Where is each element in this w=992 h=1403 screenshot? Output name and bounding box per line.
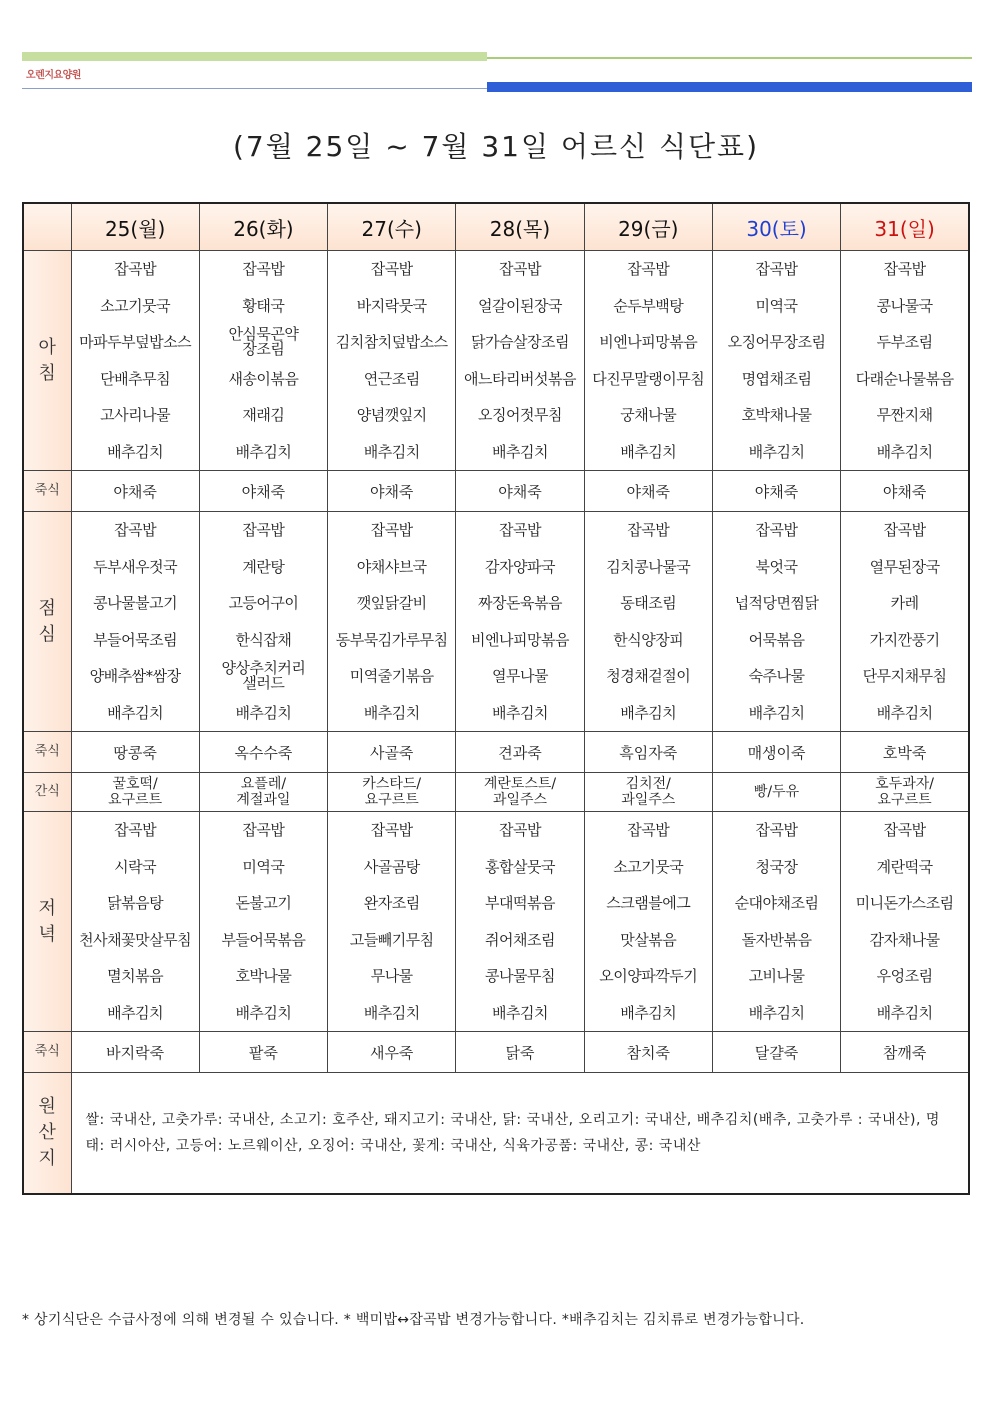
lunch-item: 양상추치커리 샐러드 <box>221 659 306 693</box>
dinner-item: 배추김치 <box>620 1003 677 1022</box>
dinner-item: 잡곡밥 <box>755 821 798 839</box>
lunch-porridge-cell-day6: 매생이죽 <box>712 732 840 773</box>
snack-cell-day1: 꿀호떡/ 요구르트 <box>71 773 199 812</box>
breakfast-item: 배추김치 <box>363 442 420 461</box>
dinner-item: 부들어묵볶음 <box>221 930 306 949</box>
breakfast-item: 잡곡밥 <box>498 260 541 278</box>
lunch-row <box>23 512 969 732</box>
dinner-item: 배추김치 <box>235 1003 292 1022</box>
breakfast-item: 잡곡밥 <box>370 260 413 278</box>
lunch-item: 잡곡밥 <box>883 521 926 539</box>
dinner-item: 스크램블에그 <box>606 894 691 912</box>
dinner-item: 잡곡밥 <box>627 821 670 839</box>
corner-cell <box>23 203 71 251</box>
breakfast-item: 배추김치 <box>235 442 292 461</box>
breakfast-porridge-cell-day2: 야채죽 <box>199 471 327 512</box>
lunch-item: 가지깐풍기 <box>869 630 940 649</box>
breakfast-item: 다래순나물볶음 <box>855 369 954 388</box>
lunch-item: 열무나물 <box>492 667 548 685</box>
breakfast-item: 비엔나피망볶음 <box>599 333 698 351</box>
breakfast-item: 다진무말랭이무침 <box>592 369 705 388</box>
lunch-item: 짜장돈육볶음 <box>478 594 562 612</box>
day-header-7: 31(일) <box>841 203 969 251</box>
lunch-cell-day6 <box>712 512 840 732</box>
dinner-porridge-label: 죽식 <box>23 1032 71 1073</box>
breakfast-item: 바지락뭇국 <box>356 296 427 315</box>
breakfast-item: 배추김치 <box>876 442 933 461</box>
lunch-item: 넙적당면찜닭 <box>734 594 819 612</box>
header-green-line <box>487 57 972 59</box>
breakfast-item: 콩나물국 <box>876 296 933 315</box>
lunch-item: 한식양장피 <box>613 630 684 649</box>
breakfast-cell-day2 <box>199 251 327 471</box>
lunch-porridge-label: 죽식 <box>23 732 71 773</box>
lunch-cell-day1 <box>71 512 199 732</box>
lunch-porridge-row <box>23 732 969 773</box>
lunch-item: 미역줄기볶음 <box>349 667 434 685</box>
snack-cell-day7: 호두과자/ 요구르트 <box>841 773 969 812</box>
breakfast-cell-day3 <box>328 251 456 471</box>
breakfast-porridge-cell-day6: 야채죽 <box>712 471 840 512</box>
breakfast-item: 고사리나물 <box>100 406 171 424</box>
origin-text: 쌀: 국내산, 고춧가루: 국내산, 소고기: 호주산, 돼지고기: 국내산, 닭: 국내산, 오리고기: 국내산, 배추김치(배추, 고춧가루 : 국내산), 명태: 러시아산, 고등어: 노르웨이산, 오징어: 국내산, 꽃게: 국내산, 식육가공품: 국내산, 콩: 국내산 <box>71 1073 969 1195</box>
breakfast-item: 명엽채조림 <box>741 369 812 388</box>
breakfast-porridge-cell-day7: 야채죽 <box>841 471 969 512</box>
lunch-item: 잡곡밥 <box>370 521 413 539</box>
dinner-item: 사골곰탕 <box>363 857 420 876</box>
breakfast-porridge-cell-day1: 야채죽 <box>71 471 199 512</box>
lunch-item: 카레 <box>890 594 919 612</box>
dinner-cell-day6 <box>712 812 840 1032</box>
breakfast-porridge-cell-day3: 야채죽 <box>328 471 456 512</box>
footnote: * 상기식단은 수급사정에 의해 변경될 수 있습니다. * 백미밥↔잡곡밥 변경가능합니다. *배추김치는 김치류로 변경가능합니다. <box>22 1312 805 1328</box>
dinner-item: 잡곡밥 <box>498 821 541 839</box>
lunch-cell-day7 <box>841 512 969 732</box>
breakfast-item: 김치참치덮밥소스 <box>335 333 448 351</box>
breakfast-item: 호박채나물 <box>741 406 812 424</box>
lunch-item: 배추김치 <box>876 703 933 722</box>
breakfast-item: 연근조림 <box>363 369 420 388</box>
day-header-row <box>23 203 969 251</box>
dinner-cell-day5 <box>584 812 712 1032</box>
dinner-item: 시락국 <box>114 857 157 876</box>
lunch-item: 청경채겉절이 <box>606 667 691 685</box>
lunch-item: 부들어묵조림 <box>93 630 178 649</box>
snack-cell-day6: 빵/두유 <box>712 773 840 812</box>
lunch-item: 두부새우젓국 <box>93 557 178 576</box>
snack-cell-day4: 계란토스트/ 과일주스 <box>456 773 584 812</box>
breakfast-porridge-row <box>23 471 969 512</box>
breakfast-item: 미역국 <box>755 296 798 315</box>
dinner-item: 무나물 <box>370 967 413 985</box>
header-blue-bar <box>487 82 972 92</box>
breakfast-item: 궁채나물 <box>620 406 677 424</box>
dinner-item: 홍합살뭇국 <box>485 857 555 876</box>
lunch-cell-day5 <box>584 512 712 732</box>
breakfast-item: 재래김 <box>242 406 285 424</box>
breakfast-item: 황태국 <box>242 296 285 315</box>
breakfast-cell-day5 <box>584 251 712 471</box>
dinner-porridge-cell-day4: 닭죽 <box>456 1032 584 1073</box>
dinner-item: 오이양파깍두기 <box>599 967 698 985</box>
breakfast-item: 배추김치 <box>107 442 164 461</box>
day-header-6: 30(토) <box>712 203 840 251</box>
lunch-item: 단무지채무침 <box>862 667 947 685</box>
lunch-porridge-cell-day1: 땅콩죽 <box>71 732 199 773</box>
lunch-item: 배추김치 <box>748 703 805 722</box>
dinner-cell-day2 <box>199 812 327 1032</box>
lunch-item: 어묵볶음 <box>748 630 805 649</box>
dinner-item: 순대야채조림 <box>734 894 819 912</box>
breakfast-cell-day1 <box>71 251 199 471</box>
meal-plan-table <box>22 202 970 1195</box>
lunch-item: 고등어구이 <box>228 594 299 612</box>
lunch-item: 배추김치 <box>620 703 677 722</box>
breakfast-item: 잡곡밥 <box>627 260 670 278</box>
breakfast-cell-day6 <box>712 251 840 471</box>
lunch-item: 양배추쌈*쌈장 <box>89 667 181 685</box>
breakfast-label: 아 침 <box>23 251 71 471</box>
breakfast-item: 두부조림 <box>876 333 933 351</box>
lunch-item: 북엇국 <box>755 557 798 576</box>
lunch-item: 배추김치 <box>363 703 420 722</box>
breakfast-cell-day4 <box>456 251 584 471</box>
origin-label: 원 산 지 <box>23 1073 71 1195</box>
header-thin-line <box>22 88 487 89</box>
dinner-cell-day1 <box>71 812 199 1032</box>
dinner-item: 돌자반볶음 <box>741 930 812 949</box>
lunch-item: 잡곡밥 <box>498 521 541 539</box>
snack-cell-day3: 카스타드/ 요구르트 <box>328 773 456 812</box>
dinner-item: 맛살볶음 <box>620 930 677 949</box>
dinner-item: 고비나물 <box>748 967 805 985</box>
breakfast-cell-day7 <box>841 251 969 471</box>
dinner-item: 천사채꽃맛살무침 <box>79 930 192 949</box>
dinner-item: 완자조림 <box>363 894 420 912</box>
day-header-3: 27(수) <box>328 203 456 251</box>
dinner-item: 계란떡국 <box>876 857 933 876</box>
dinner-item: 미역국 <box>242 857 285 876</box>
dinner-porridge-cell-day1: 바지락죽 <box>71 1032 199 1073</box>
dinner-item: 배추김치 <box>492 1003 548 1022</box>
dinner-item: 고들빼기무침 <box>349 930 434 949</box>
dinner-item: 돈불고기 <box>235 894 292 912</box>
header-logo-text: 오렌지요양원 <box>26 70 81 81</box>
lunch-item: 숙주나물 <box>748 667 805 685</box>
dinner-item: 호박나물 <box>235 967 292 985</box>
lunch-item: 잡곡밥 <box>242 521 285 539</box>
snack-cell-day5: 김치전/ 과일주스 <box>584 773 712 812</box>
lunch-item: 한식잡채 <box>235 630 292 649</box>
dinner-item: 배추김치 <box>107 1003 164 1022</box>
dinner-item: 쥐어채조림 <box>485 930 555 949</box>
dinner-row <box>23 812 969 1032</box>
dinner-porridge-cell-day3: 새우죽 <box>328 1032 456 1073</box>
breakfast-item: 안심묵곤약 장조림 <box>228 325 299 359</box>
breakfast-item: 애느타리버섯볶음 <box>464 369 576 388</box>
breakfast-item: 배추김치 <box>620 442 677 461</box>
lunch-item: 감자양파국 <box>485 557 555 576</box>
lunch-porridge-cell-day2: 옥수수죽 <box>199 732 327 773</box>
breakfast-item: 잡곡밥 <box>755 260 798 278</box>
lunch-item: 야채샤브국 <box>356 557 427 576</box>
dinner-item: 미니돈가스조림 <box>855 894 954 912</box>
dinner-item: 잡곡밥 <box>242 821 285 839</box>
breakfast-item: 순두부백탕 <box>613 296 684 315</box>
lunch-item: 배추김치 <box>235 703 292 722</box>
dinner-porridge-cell-day5: 참치죽 <box>584 1032 712 1073</box>
lunch-item: 배추김치 <box>107 703 164 722</box>
day-header-1: 25(월) <box>71 203 199 251</box>
dinner-item: 배추김치 <box>363 1003 420 1022</box>
lunch-label: 점 심 <box>23 512 71 732</box>
lunch-item: 깻잎닭갈비 <box>356 594 427 612</box>
dinner-item: 감자채나물 <box>869 930 940 949</box>
dinner-item: 잡곡밥 <box>883 821 926 839</box>
breakfast-item: 배추김치 <box>492 442 548 461</box>
snack-row <box>23 773 969 812</box>
dinner-porridge-cell-day2: 팥죽 <box>199 1032 327 1073</box>
breakfast-item: 얼갈이된장국 <box>478 296 562 315</box>
lunch-item: 열무된장국 <box>869 557 940 576</box>
breakfast-porridge-cell-day4: 야채죽 <box>456 471 584 512</box>
breakfast-item: 마파두부덮밥소스 <box>79 333 192 351</box>
dinner-label: 저 녁 <box>23 812 71 1032</box>
breakfast-item: 새송이볶음 <box>228 369 299 388</box>
lunch-item: 김치콩나물국 <box>606 557 691 576</box>
dinner-porridge-cell-day6: 달걀죽 <box>712 1032 840 1073</box>
lunch-item: 잡곡밥 <box>627 521 670 539</box>
lunch-porridge-cell-day3: 사골죽 <box>328 732 456 773</box>
dinner-cell-day4 <box>456 812 584 1032</box>
dinner-porridge-row <box>23 1032 969 1073</box>
breakfast-porridge-cell-day5: 야채죽 <box>584 471 712 512</box>
dinner-item: 잡곡밥 <box>114 821 157 839</box>
lunch-item: 잡곡밥 <box>114 521 157 539</box>
day-header-4: 28(목) <box>456 203 584 251</box>
lunch-porridge-cell-day7: 호박죽 <box>841 732 969 773</box>
lunch-item: 콩나물불고기 <box>93 594 178 612</box>
dinner-item: 콩나물무침 <box>485 967 555 985</box>
dinner-item: 배추김치 <box>876 1003 933 1022</box>
breakfast-item: 배추김치 <box>748 442 805 461</box>
dinner-item: 배추김치 <box>748 1003 805 1022</box>
page-title: (7월 25일 ~ 7월 31일 어르신 식단표) <box>232 130 760 163</box>
breakfast-item: 무짠지채 <box>876 406 933 424</box>
lunch-item: 배추김치 <box>492 703 548 722</box>
lunch-cell-day4 <box>456 512 584 732</box>
dinner-item: 소고기뭇국 <box>613 857 684 876</box>
lunch-porridge-cell-day5: 흑임자죽 <box>584 732 712 773</box>
dinner-item: 청국장 <box>755 857 798 876</box>
lunch-item: 비엔나피망볶음 <box>471 630 569 649</box>
breakfast-item: 잡곡밥 <box>242 260 285 278</box>
day-header-5: 29(금) <box>584 203 712 251</box>
lunch-item: 동부묵김가루무침 <box>335 630 448 649</box>
dinner-item: 잡곡밥 <box>370 821 413 839</box>
dinner-cell-day7 <box>841 812 969 1032</box>
breakfast-item: 양념깻잎지 <box>356 406 427 424</box>
dinner-item: 우엉조림 <box>876 967 933 985</box>
dinner-cell-day3 <box>328 812 456 1032</box>
dinner-item: 부대떡볶음 <box>485 894 555 912</box>
lunch-item: 계란탕 <box>242 557 285 576</box>
snack-label: 간식 <box>23 773 71 812</box>
breakfast-item: 오징어무장조림 <box>727 333 826 351</box>
breakfast-item: 소고기뭇국 <box>100 296 171 315</box>
breakfast-row <box>23 251 969 471</box>
breakfast-item: 닭가슴살장조림 <box>471 333 569 351</box>
breakfast-item: 오징어젓무침 <box>478 406 562 424</box>
breakfast-item: 잡곡밥 <box>883 260 926 278</box>
breakfast-item: 잡곡밥 <box>114 260 157 278</box>
lunch-item: 동태조림 <box>620 594 677 612</box>
lunch-cell-day3 <box>328 512 456 732</box>
breakfast-item: 단배추무침 <box>100 369 171 388</box>
lunch-porridge-cell-day4: 견과죽 <box>456 732 584 773</box>
header-green-bar <box>22 52 487 61</box>
dinner-item: 멸치볶음 <box>107 967 164 985</box>
lunch-cell-day2 <box>199 512 327 732</box>
origin-row <box>23 1073 969 1195</box>
lunch-item: 잡곡밥 <box>755 521 798 539</box>
dinner-item: 닭볶음탕 <box>107 894 164 912</box>
snack-cell-day2: 요플레/ 계절과일 <box>199 773 327 812</box>
breakfast-porridge-label: 죽식 <box>23 471 71 512</box>
day-header-2: 26(화) <box>199 203 327 251</box>
dinner-porridge-cell-day7: 참깨죽 <box>841 1032 969 1073</box>
